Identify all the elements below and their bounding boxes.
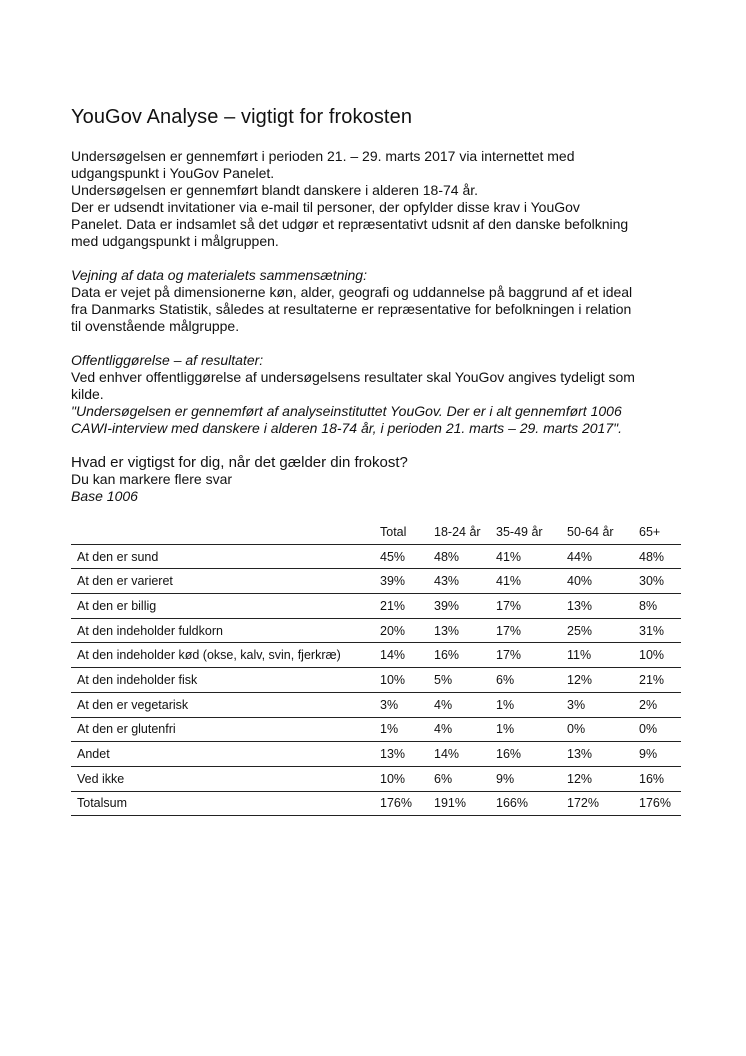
table-cell: 48% — [633, 544, 681, 569]
question-note: Du kan markere flere svar — [71, 471, 233, 487]
table-cell: 30% — [633, 569, 681, 594]
table-cell: 176% — [633, 791, 681, 816]
intro-line: Der er udsendt invitationer via e-mail til personer, der opfylder disse krav i YouGov — [71, 199, 580, 215]
intro-line: Undersøgelsen er gennemført blandt danskere i alderen 18-74 år. — [71, 182, 479, 198]
table-cell: 4% — [428, 717, 490, 742]
table-header: 35-49 år — [496, 524, 543, 539]
table-cell: 13% — [561, 742, 633, 767]
table-total-row — [71, 791, 681, 816]
table-cell: 20% — [374, 618, 428, 643]
table-header-row — [71, 520, 681, 544]
table-cell: 16% — [490, 742, 561, 767]
table-row — [71, 544, 681, 569]
table-cell: 9% — [490, 766, 561, 791]
table-header: 50-64 år — [567, 524, 614, 539]
page-title: YouGov Analyse – vigtigt for frokosten — [71, 106, 413, 128]
table-cell: 12% — [561, 766, 633, 791]
table-row — [71, 668, 681, 693]
table-cell: 14% — [374, 643, 428, 668]
publication-quote: CAWI-interview med danskere i alderen 18-74 år, i perioden 21. marts – 29. marts 2017". — [71, 420, 622, 436]
row-label: Andet — [71, 742, 374, 767]
table-cell: 14% — [428, 742, 490, 767]
publication-heading: Offentliggørelse – af resultater: — [71, 352, 264, 368]
table-cell: 3% — [561, 692, 633, 717]
publication-quote: "Undersøgelsen er gennemført af analyseinstituttet YouGov. Der er i alt gennemført 1006 — [71, 403, 622, 419]
table-row — [71, 742, 681, 767]
row-label: At den indeholder fuldkorn — [71, 618, 374, 643]
table-cell: 5% — [428, 668, 490, 693]
row-label: At den indeholder kød (okse, kalv, svin, fjerkræ) — [71, 643, 374, 668]
table-cell: 1% — [374, 717, 428, 742]
table-cell: 4% — [428, 692, 490, 717]
publication-line: Ved enhver offentliggørelse af undersøgelsens resultater skal YouGov angives tydeligt som — [71, 369, 635, 385]
table-cell: 12% — [561, 668, 633, 693]
table-cell: 9% — [633, 742, 681, 767]
table-cell: 41% — [490, 569, 561, 594]
table-cell: 8% — [633, 594, 681, 619]
table-cell: 16% — [428, 643, 490, 668]
table-header — [71, 520, 374, 544]
table-cell: 6% — [490, 668, 561, 693]
intro-line: udgangspunkt i YouGov Panelet. — [71, 165, 275, 181]
table-cell: 11% — [561, 643, 633, 668]
row-label: Totalsum — [71, 791, 374, 816]
row-label: At den er vegetarisk — [71, 692, 374, 717]
results-table — [71, 520, 681, 816]
intro-line: Panelet. Data er indsamlet så det udgør et repræsentativt udsnit af den danske befolkning — [71, 216, 629, 232]
table-header: 65+ — [639, 524, 661, 539]
table-cell: 13% — [428, 618, 490, 643]
weighting-line: til ovenstående målgruppe. — [71, 318, 240, 334]
row-label: At den er varieret — [71, 569, 374, 594]
table-cell: 6% — [428, 766, 490, 791]
table-cell: 44% — [561, 544, 633, 569]
table-cell: 3% — [374, 692, 428, 717]
table-cell: 0% — [633, 717, 681, 742]
row-label: At den indeholder fisk — [71, 668, 374, 693]
table-cell: 0% — [561, 717, 633, 742]
table-cell: 39% — [428, 594, 490, 619]
row-label: Ved ikke — [71, 766, 374, 791]
table-cell: 191% — [428, 791, 490, 816]
table-cell: 25% — [561, 618, 633, 643]
weighting-heading: Vejning af data og materialets sammensætning: — [71, 267, 367, 283]
question-text: Hvad er vigtigst for dig, når det gælder din frokost? — [71, 454, 408, 471]
intro-line: med udgangspunkt i målgruppen. — [71, 233, 279, 249]
table-header: Total — [380, 524, 407, 539]
table-cell: 17% — [490, 618, 561, 643]
table-cell: 13% — [561, 594, 633, 619]
table-row — [71, 692, 681, 717]
weighting-line: Data er vejet på dimensionerne køn, alder, geografi og uddannelse på baggrund af et ideal — [71, 284, 633, 300]
table-row — [71, 766, 681, 791]
table-cell: 43% — [428, 569, 490, 594]
table-cell: 41% — [490, 544, 561, 569]
table-cell: 1% — [490, 717, 561, 742]
table-cell: 166% — [490, 791, 561, 816]
weighting-line: fra Danmarks Statistik, således at resultaterne er repræsentative for befolkningen i relation — [71, 301, 632, 317]
table-cell: 176% — [374, 791, 428, 816]
table-row — [71, 594, 681, 619]
publication-line: kilde. — [71, 386, 104, 402]
table-cell: 13% — [374, 742, 428, 767]
table-header: 18-24 år — [434, 524, 481, 539]
row-label: At den er sund — [71, 544, 374, 569]
table-cell: 45% — [374, 544, 428, 569]
table-cell: 31% — [633, 618, 681, 643]
table-cell: 2% — [633, 692, 681, 717]
table-cell: 39% — [374, 569, 428, 594]
table-row — [71, 569, 681, 594]
table-cell: 10% — [633, 643, 681, 668]
table-cell: 21% — [633, 668, 681, 693]
table-cell: 17% — [490, 594, 561, 619]
table-cell: 10% — [374, 766, 428, 791]
intro-line: Undersøgelsen er gennemført i perioden 21. – 29. marts 2017 via internettet med — [71, 148, 575, 164]
row-label: At den er billig — [71, 594, 374, 619]
table-cell: 172% — [561, 791, 633, 816]
table-cell: 10% — [374, 668, 428, 693]
table-cell: 1% — [490, 692, 561, 717]
table-row — [71, 643, 681, 668]
table-cell: 40% — [561, 569, 633, 594]
table-cell: 48% — [428, 544, 490, 569]
table-cell: 17% — [490, 643, 561, 668]
question-base: Base 1006 — [71, 488, 138, 504]
table-row — [71, 618, 681, 643]
table-cell: 21% — [374, 594, 428, 619]
row-label: At den er glutenfri — [71, 717, 374, 742]
table-cell: 16% — [633, 766, 681, 791]
table-row — [71, 717, 681, 742]
